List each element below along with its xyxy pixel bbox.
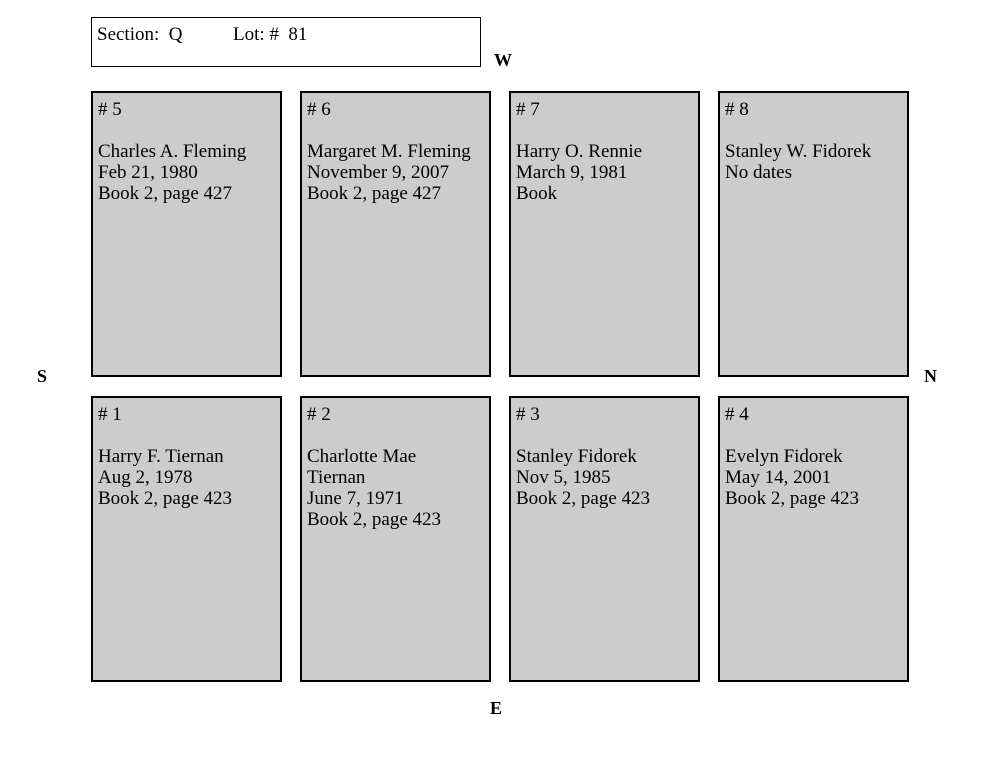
plot-2 bbox=[300, 396, 491, 682]
lot-number-label: Lot: # 81 bbox=[233, 24, 308, 45]
plot-4 bbox=[718, 396, 909, 682]
plot-number: # 7 bbox=[516, 99, 540, 120]
plot-name: Margaret M. Fleming bbox=[307, 141, 471, 162]
plot-6 bbox=[300, 91, 491, 377]
plot-name: Harry O. Rennie bbox=[516, 141, 643, 162]
plot-details bbox=[516, 446, 696, 509]
plot-record: Book bbox=[516, 183, 558, 204]
plot-details bbox=[516, 141, 696, 204]
compass-east: E bbox=[490, 698, 503, 718]
plot-record: Book 2, page 423 bbox=[98, 488, 233, 509]
compass-north: N bbox=[924, 366, 937, 386]
plot-number: # 1 bbox=[98, 404, 122, 425]
plot-record: Book 2, page 423 bbox=[307, 509, 442, 530]
plot-name: Stanley Fidorek bbox=[516, 446, 637, 467]
compass-south: S bbox=[37, 366, 48, 386]
plot-name: Stanley W. Fidorek bbox=[725, 141, 872, 162]
plot-record: Book 2, page 427 bbox=[307, 183, 442, 204]
plot-date: Feb 21, 1980 bbox=[98, 162, 198, 183]
plot-date: March 9, 1981 bbox=[516, 162, 628, 183]
plot-number: # 3 bbox=[516, 404, 540, 425]
plot-details bbox=[307, 446, 487, 530]
plot-name-cont: Tiernan bbox=[307, 467, 366, 488]
plot-details bbox=[725, 446, 905, 509]
plot-date: Nov 5, 1985 bbox=[516, 467, 611, 488]
plot-8 bbox=[718, 91, 909, 377]
plot-details bbox=[307, 141, 487, 204]
plot-name: Charles A. Fleming bbox=[98, 141, 247, 162]
plot-number: # 8 bbox=[725, 99, 749, 120]
plot-date: No dates bbox=[725, 162, 793, 183]
plot-record: Book 2, page 423 bbox=[516, 488, 651, 509]
section-label: Section: Q bbox=[97, 24, 183, 45]
lot-header-box bbox=[91, 17, 481, 67]
plot-details bbox=[98, 446, 278, 509]
plot-number: # 6 bbox=[307, 99, 331, 120]
plot-date: November 9, 2007 bbox=[307, 162, 449, 183]
plot-record: Book 2, page 423 bbox=[725, 488, 860, 509]
plot-name: Evelyn Fidorek bbox=[725, 446, 843, 467]
plot-record: Book 2, page 427 bbox=[98, 183, 233, 204]
plot-number: # 5 bbox=[98, 99, 122, 120]
plot-date: June 7, 1971 bbox=[307, 488, 404, 509]
plot-7 bbox=[509, 91, 700, 377]
plot-number: # 4 bbox=[725, 404, 749, 425]
plot-3 bbox=[509, 396, 700, 682]
plot-name: Harry F. Tiernan bbox=[98, 446, 224, 467]
plot-date: May 14, 2001 bbox=[725, 467, 832, 488]
plot-5 bbox=[91, 91, 282, 377]
plot-details bbox=[725, 141, 905, 183]
plot-date: Aug 2, 1978 bbox=[98, 467, 193, 488]
plot-details bbox=[98, 141, 278, 204]
plot-1 bbox=[91, 396, 282, 682]
compass-west: W bbox=[494, 50, 512, 70]
plot-number: # 2 bbox=[307, 404, 331, 425]
plot-name: Charlotte Mae bbox=[307, 446, 417, 467]
